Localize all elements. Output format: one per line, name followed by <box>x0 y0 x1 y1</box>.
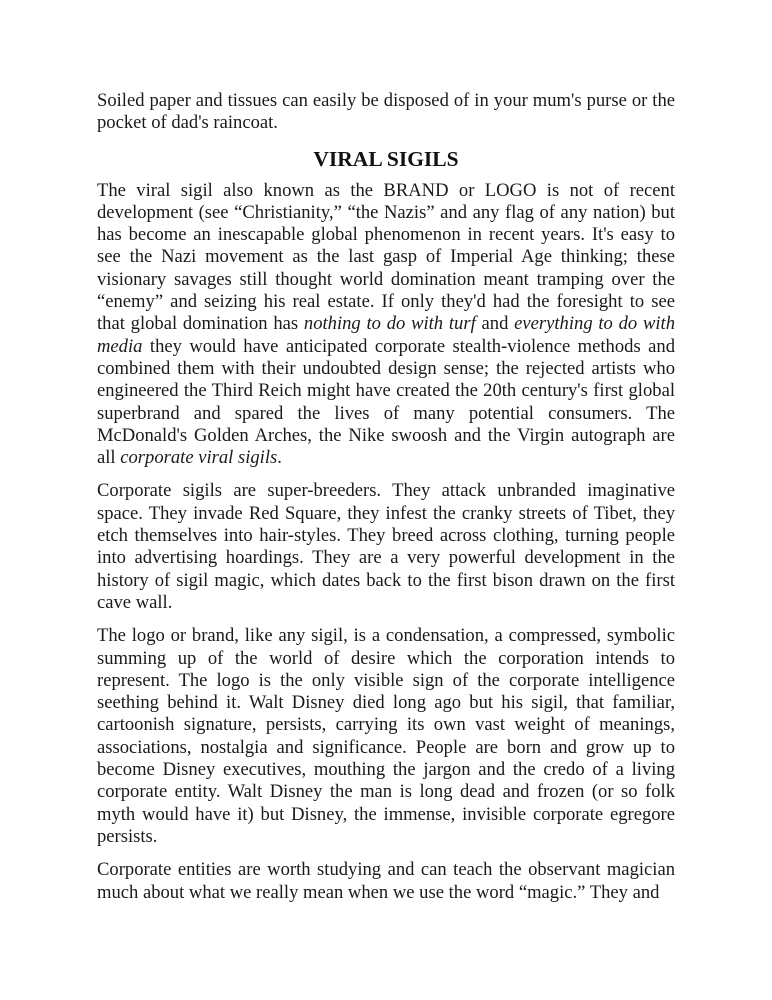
intro-paragraph: Soiled paper and tissues can easily be disposed of in your mum's purse or the pocket of dad's raincoat. <box>97 90 675 134</box>
paragraph-1 <box>97 180 675 470</box>
paragraph-1-text-a: The viral sigil also known as the BRAND or LOGO is not of recent development (see “Christianity,” “the Nazis” and any flag of any nation) but has become an inescapable global phenomenon in recent years. It's easy to see the Nazi movement as the last gasp of Imperial Age thinking; these visionary savages still thought world domination meant tramping over the “enemy” and seizing his real estate. If only they'd had the foresight to see that global domination has <box>97 179 675 335</box>
paragraph-3: The logo or brand, like any sigil, is a condensation, a compressed, symbolic summing up of the world of desire which the corporation intends to represent. The logo is the only visible sign of the corporate intelligence seething behind it. Walt Disney died long ago but his sigil, that familiar, cartoonish signature, persists, carrying its own vast weight of meanings, associations, nostalgia and significance. People are born and grow up to become Disney executives, mouthing the jargon and the credo of a living corporate entity. Walt Disney the man is long dead and frozen (or so folk myth would have it) but Disney, the immense, invisible corporate egregore persists. <box>97 625 675 847</box>
paragraph-1-text-d: . <box>277 447 282 469</box>
paragraph-1-italic-3: corporate viral sigils <box>120 447 278 469</box>
paragraph-4: Corporate entities are worth studying and can teach the observant magician much about what we really mean when we use the word “magic.” They and <box>97 859 675 903</box>
paragraph-1-italic-2: everything to do with media <box>97 313 675 357</box>
paragraph-1-italic-1: nothing to do with turf <box>303 313 476 335</box>
paragraph-2: Corporate sigils are super-breeders. They attack unbranded imaginative space. They invade Red Square, they infest the cranky streets of Tibet, they etch themselves into hair-styles. They breed across clothing, turning people into advertising hoardings. They are a very powerful development in the history of sigil magic, which dates back to the first bison drawn on the first cave wall. <box>97 480 675 613</box>
document-page <box>97 90 675 915</box>
section-heading: VIRAL SIGILS <box>313 146 459 171</box>
paragraph-1-text-b: and <box>475 313 515 335</box>
paragraph-1-text-c: they would have anticipated corporate stealth-violence methods and combined them with their undoubted design sense; the rejected artists who engineered the Third Reich might have created the 20th century's first global superbrand and spared the lives of many potential consumers. The McDonald's Golden Arches, the Nike swoosh and the Virgin autograph are all <box>97 335 675 469</box>
